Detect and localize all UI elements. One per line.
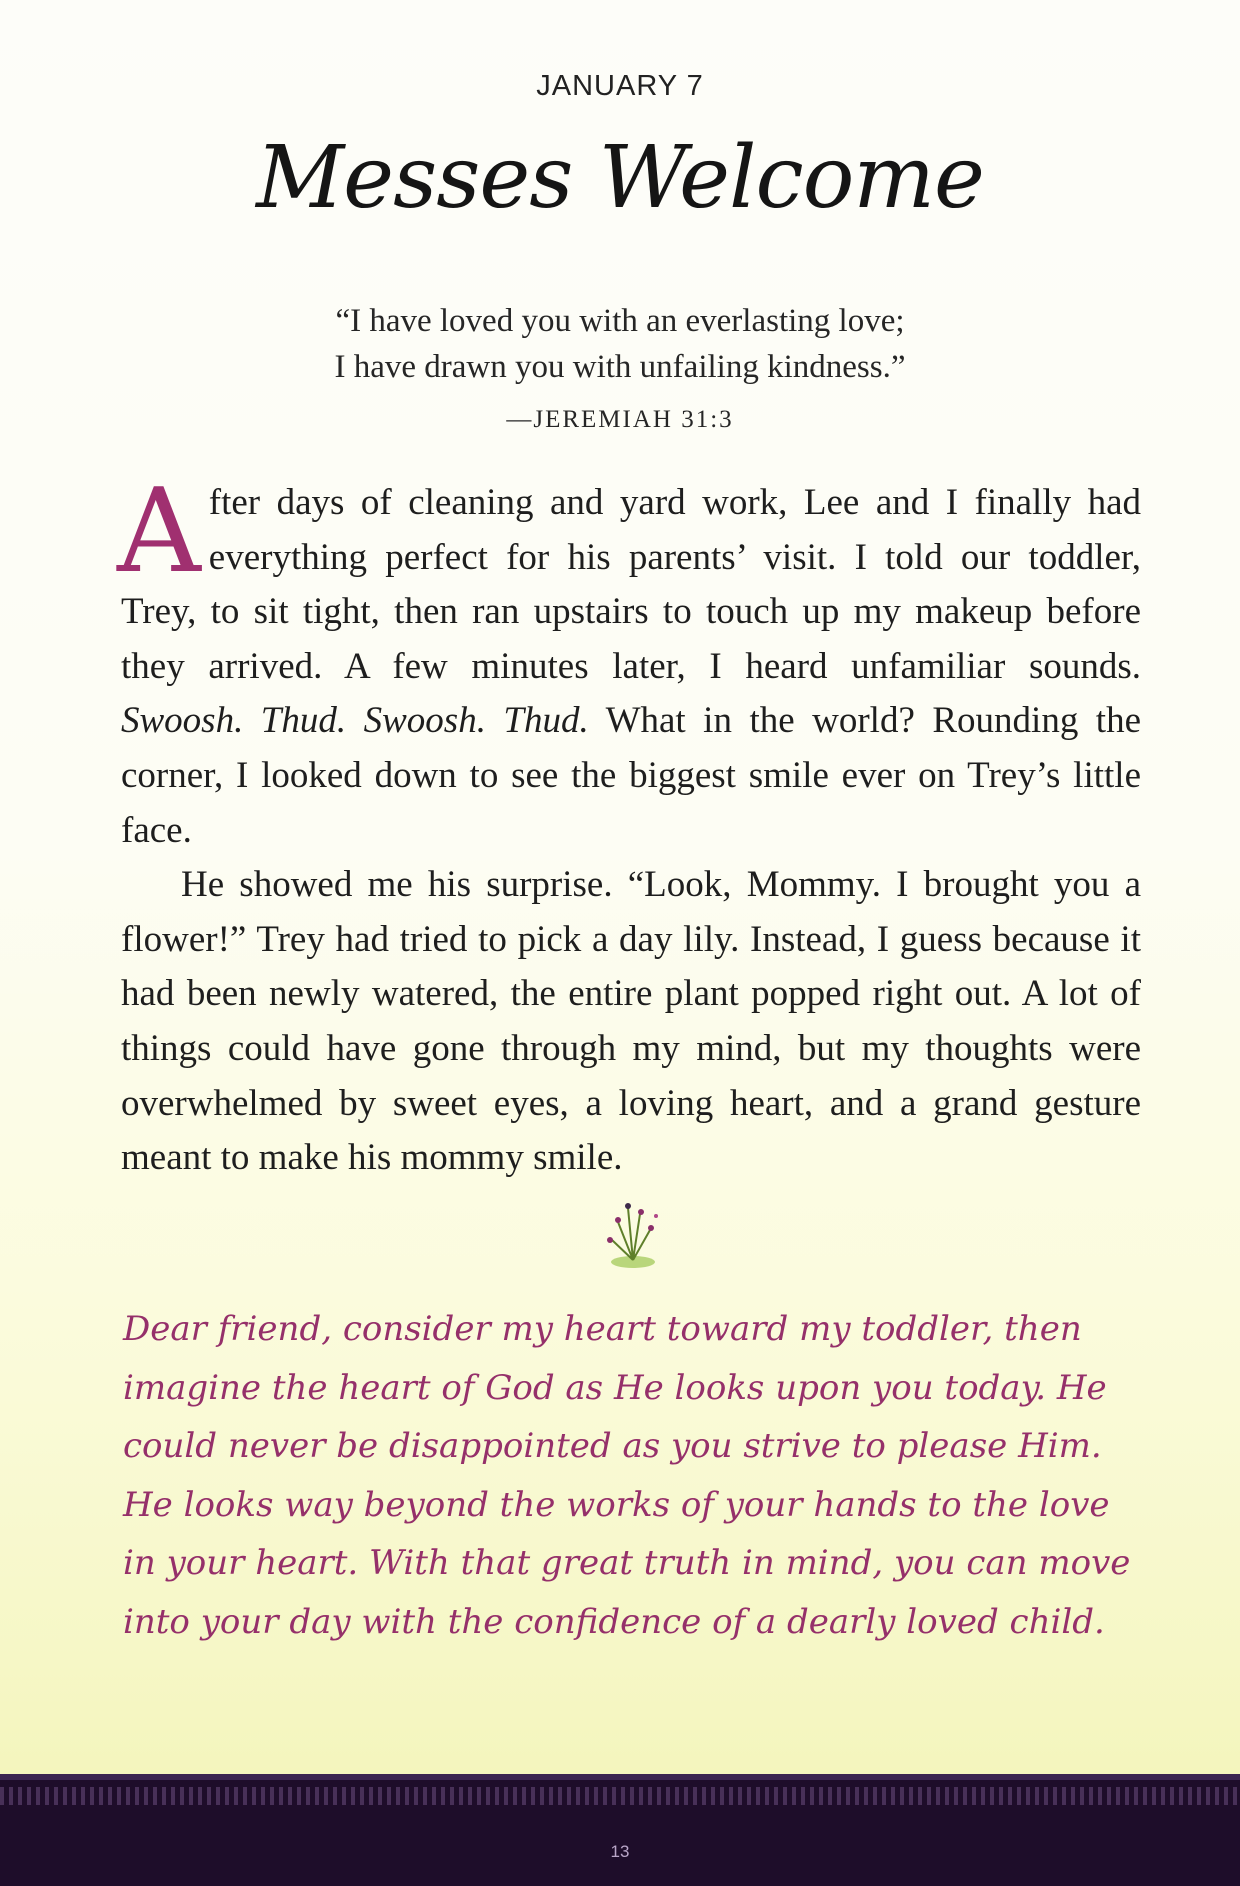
devotional-reflection: Dear friend, consider my heart toward my toddler, then imagine the heart of God as He looks upon you today. He could never be disappointed as you strive to please Him. He looks way beyond the works of your hands to the love in your heart. With that great truth in mind, you can move into your day with the confidence of a dearly loved child. (123, 1309, 1131, 1642)
story-sound-effect: Swoosh. Thud. Swoosh. Thud. (121, 700, 589, 742)
story-paragraph-1-end: What in the world? Rounding the corner, I looked down to see the biggest smile ever on Trey’s little face. (121, 700, 1142, 851)
page-number: 13 (610, 1842, 630, 1861)
scripture-quote (0, 298, 1240, 390)
entry-date: JANUARY 7 (536, 70, 704, 102)
flower-sprig-icon (588, 1196, 678, 1282)
entry-title: Messes Welcome (256, 128, 984, 228)
scripture-line-2: I have drawn you with unfailing kindness.” (334, 349, 906, 385)
scripture-citation: —JEREMIAH 31:3 (506, 406, 734, 433)
scripture-line-1: “I have loved you with an everlasting love; (335, 303, 905, 339)
story-body (117, 464, 1142, 1186)
story-paragraph-1 (117, 464, 1142, 858)
drop-cap: A (117, 464, 201, 599)
story-paragraph-2: He showed me his surprise. “Look, Mommy. I brought you a flower!” Trey had tried to pick a day lily. Instead, I guess because it had been newly watered, the entire plant popped right out. A lot of things could have gone through my mind, but my thoughts were overwhelmed by sweet eyes, a loving heart, and a grand gesture meant to make his mommy smile. (121, 864, 1141, 1179)
story-paragraph-1-start: fter days of cleaning and yard work, Lee and I finally had everything perfect for his parents’ visit. I told our toddler, Trey, to sit tight, then ran upstairs to touch up my makeup before they arrived. A few minutes later, I heard unfamiliar sounds. (121, 482, 1141, 687)
footer-pattern (0, 1787, 1240, 1805)
footer-edge (0, 1774, 1240, 1780)
